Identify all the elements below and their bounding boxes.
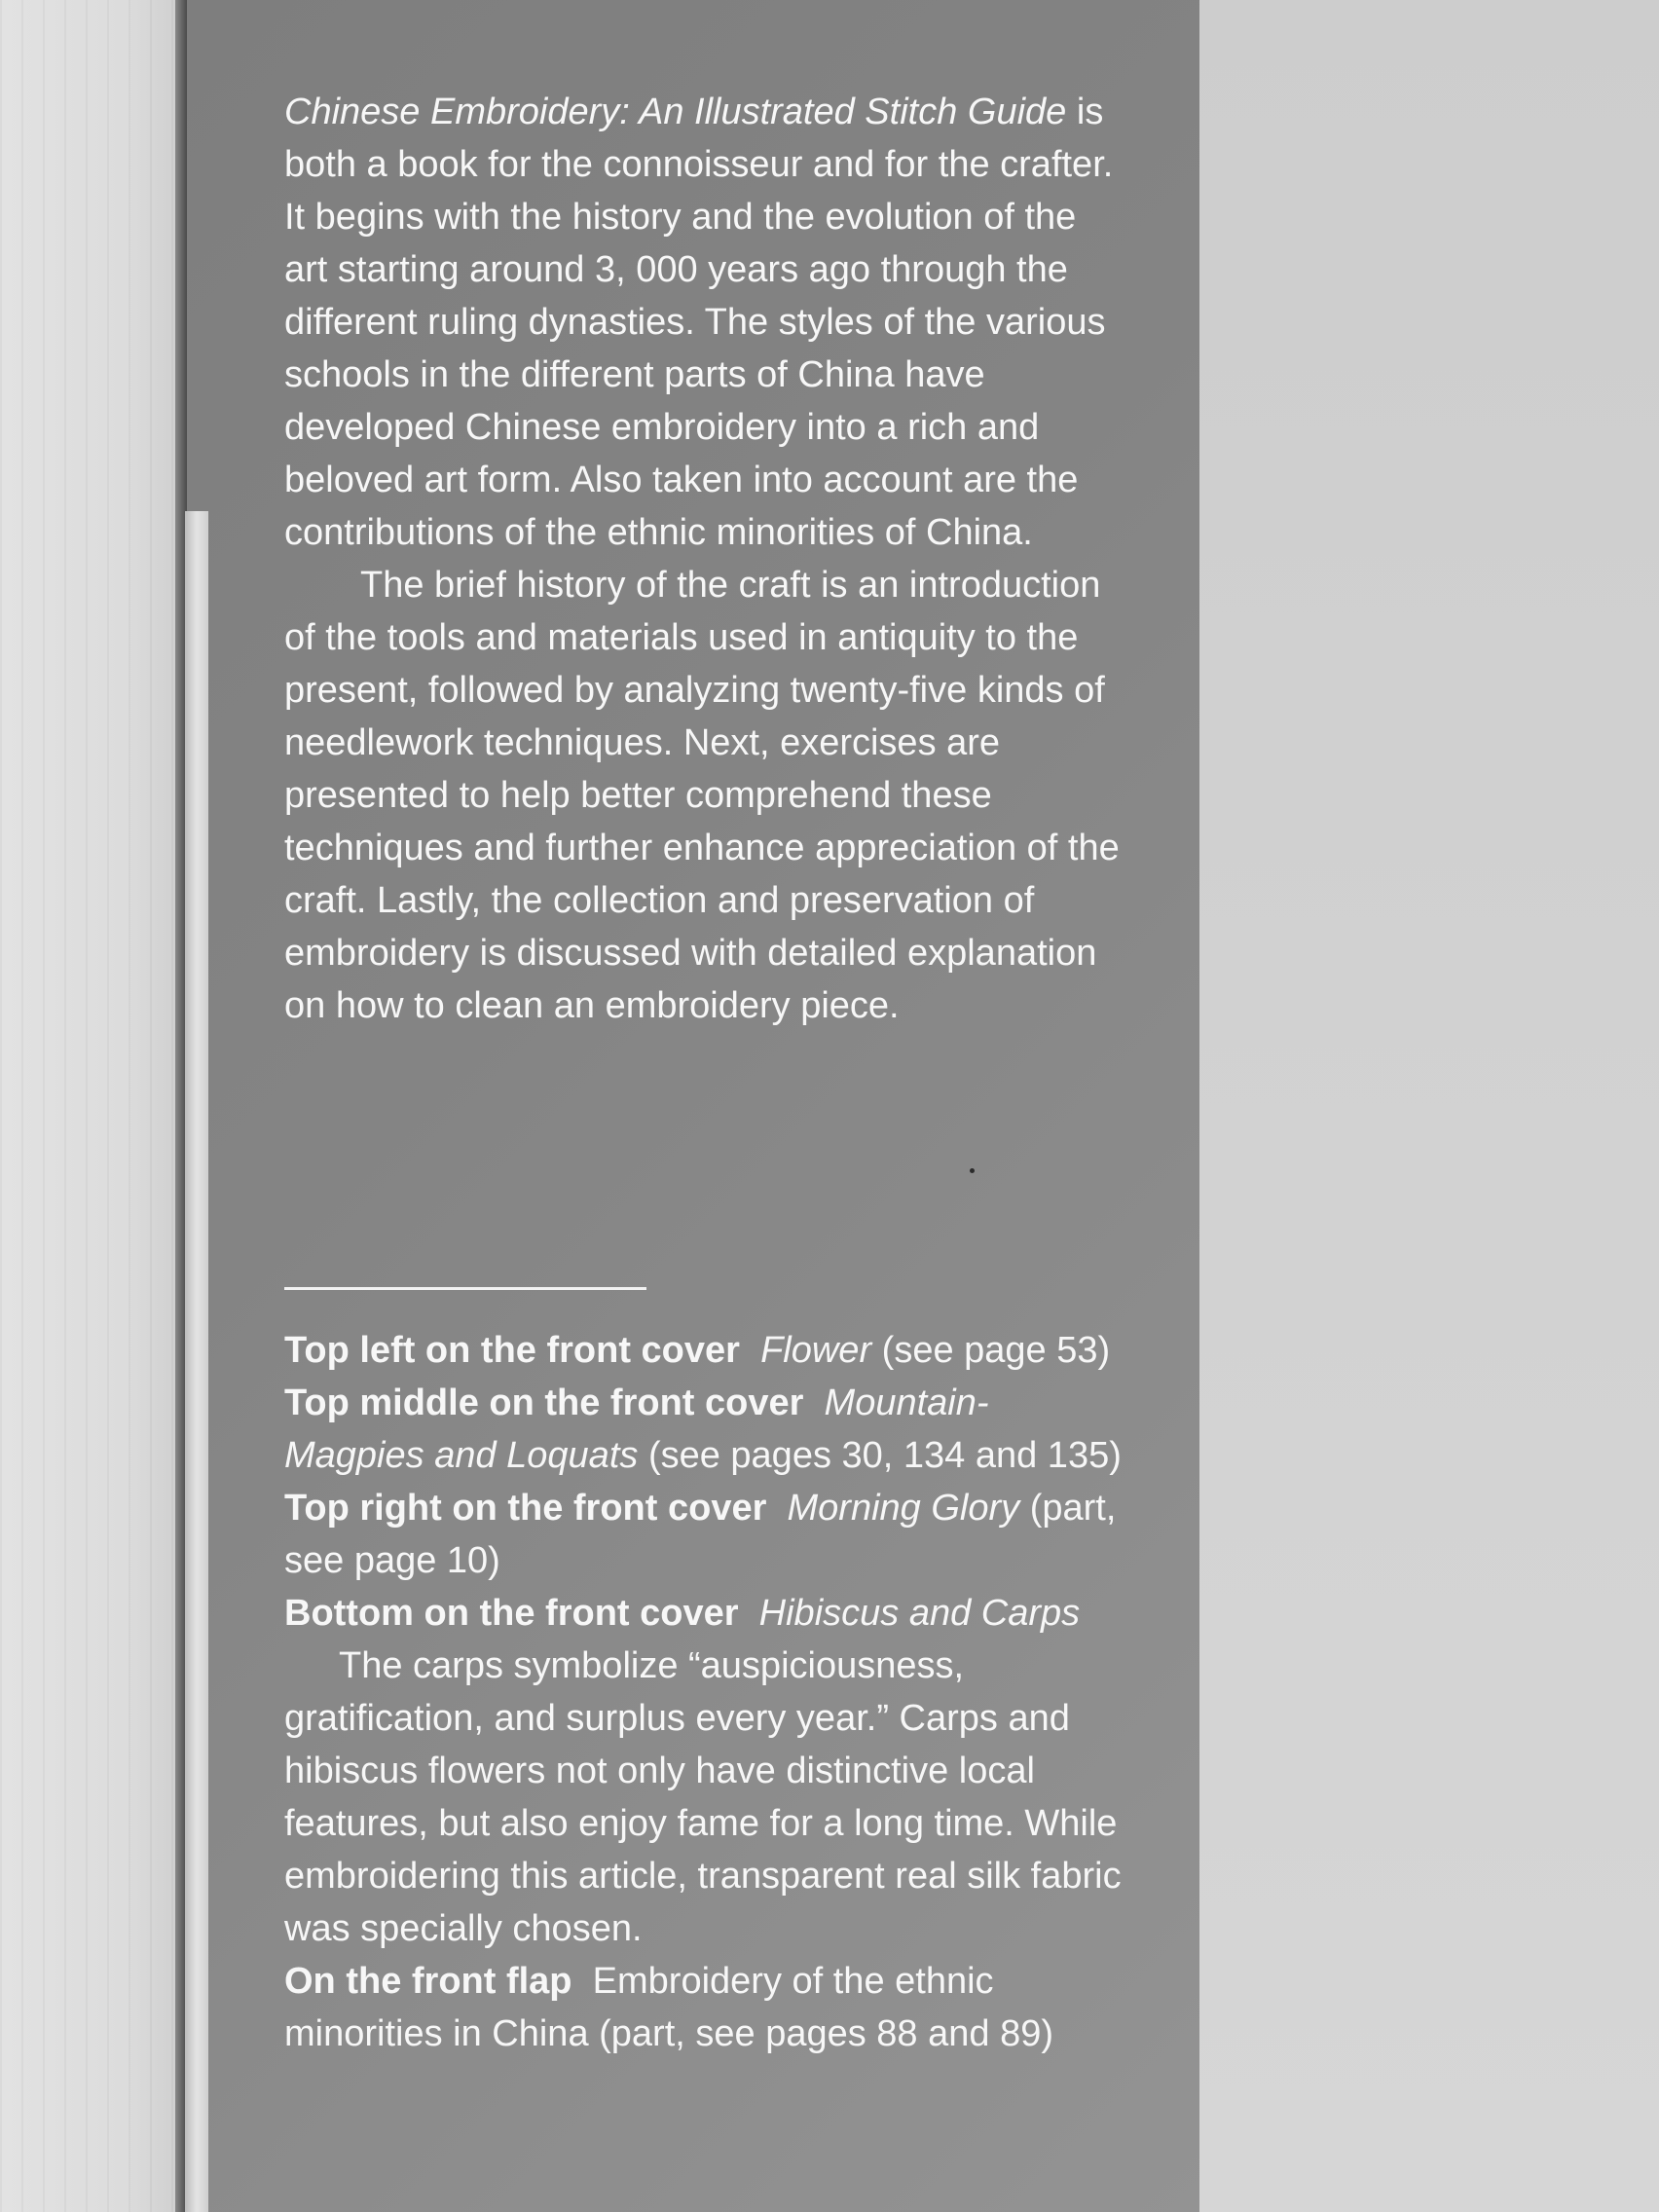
credit-item bbox=[284, 1377, 1122, 1482]
credit-label: Top left on the front cover bbox=[284, 1330, 740, 1371]
left-page-edge bbox=[0, 0, 181, 2212]
flap-credit bbox=[284, 1955, 1122, 2060]
book-title: Chinese Embroidery: An Illustrated Stitch Guide bbox=[284, 92, 1067, 132]
intro-text bbox=[284, 86, 1122, 1032]
credit-title: Morning Glory bbox=[787, 1488, 1020, 1529]
credit-note: (part, see page 10) bbox=[284, 1488, 1117, 1581]
credit-note: (see pages 30, 134 and 135) bbox=[647, 1435, 1122, 1476]
section-divider bbox=[284, 1287, 646, 1290]
credit-label: Top right on the front cover bbox=[284, 1488, 767, 1529]
intro-paragraph-1-text: is both a book for the connoisseur and for the crafter. It begins with the history and the evolution of the art starting around 3, 000 years ago through the different ruling dynasties. The styles of the various schools in the different parts of China have developed Chinese embroidery into a rich and beloved art form. Also taken into account are the contributions of the ethnic minorities of China. bbox=[284, 92, 1114, 553]
credit-label: Top middle on the front cover bbox=[284, 1382, 804, 1423]
print-speck bbox=[970, 1168, 975, 1173]
flap-credit-text: Embroidery of the ethnic minorities in China (part, see pages 88 and 89) bbox=[284, 1961, 1054, 2054]
credit-item bbox=[284, 1482, 1122, 1587]
intro-paragraph-1 bbox=[284, 86, 1122, 559]
credit-label: Bottom on the front cover bbox=[284, 1593, 739, 1634]
credit-item bbox=[284, 1324, 1122, 1377]
background-surface bbox=[1199, 0, 1659, 2212]
credit-title: Mountain-Magpies and Loquats bbox=[284, 1382, 989, 1476]
credit-item bbox=[284, 1587, 1122, 1640]
carps-paragraph: The carps symbolize “auspiciousness, gratification, and surplus every year.” Carps and hibiscus flowers not only have distinctive local features, but also enjoy fame for a long time. While embroidering this article, transparent real silk fabric was specially chosen. bbox=[284, 1645, 1122, 1949]
credit-note: (see page 53) bbox=[881, 1330, 1111, 1371]
credit-title: Flower bbox=[760, 1330, 872, 1371]
credit-title: Hibiscus and Carps bbox=[758, 1593, 1081, 1634]
intro-paragraph-2: The brief history of the craft is an introduction of the tools and materials used in antiquity to the present, followed by analyzing twenty-five kinds of needlework techniques. Next, exercises are presented to help better comprehend these techniques and further enhance appreciation of the craft. Lastly, the collection and preservation of embroidery is discussed with detailed explanation on how to clean an embroidery piece. bbox=[284, 565, 1120, 1026]
flap-credit-label: On the front flap bbox=[284, 1961, 572, 2002]
cover-credits bbox=[284, 1324, 1122, 2060]
spine-strip bbox=[185, 511, 208, 2212]
